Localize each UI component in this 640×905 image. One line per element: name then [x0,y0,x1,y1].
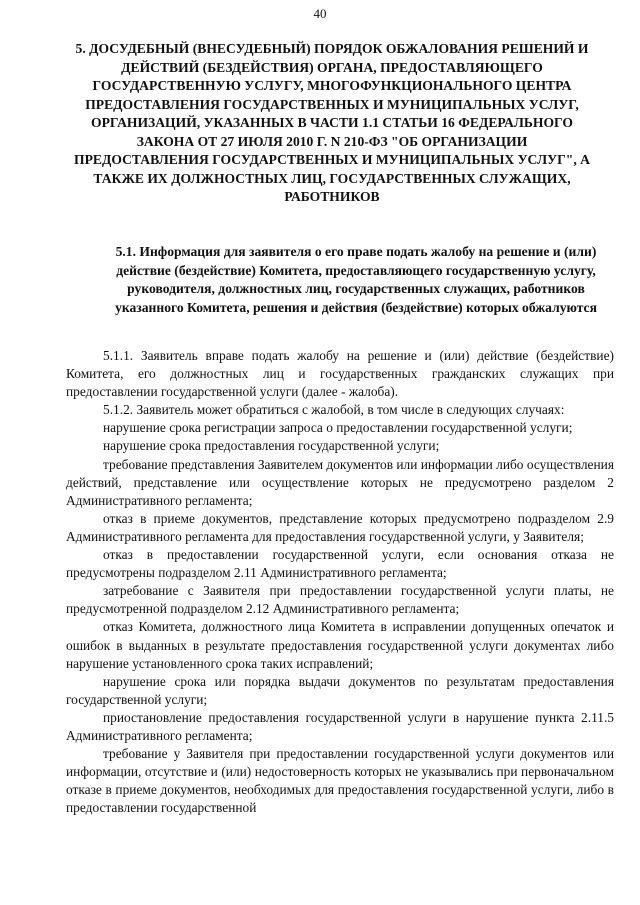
list-item: отказ Комитета, должностного лица Комитета в исправлении допущенных опечаток и ошибок в выданных в результате предоставления государственной услуги документах либо нарушение установленного срока таких исправлений; [66,619,614,671]
list-item: требование представления Заявителем документов или информации либо осуществления действий, представление или осуществление которых не предусмотрено разделом 2 Административного регламента; [66,456,614,508]
list-item: нарушение срока или порядка выдачи документов по результатам предоставления государственной услуги; [66,673,614,707]
page-number: 40 [313,6,327,21]
list-item: отказ в предоставлении государственной услуги, если основания отказа не предусмотрены подразделом 2.11 Административного регламента; [66,547,614,581]
body-text [66,347,614,817]
list-item: затребование с Заявителя при предоставлении государственной услуги платы, не предусмотренной подразделом 2.12 Административного регламента; [66,583,614,617]
subsection-title: 5.1. Информация для заявителя о его праве подать жалобу на решение и (или) действие (бездействие) Комитета, предоставляющего государственную услугу, руководителя, должностных лиц, государственных служащих, работников указанного Комитета, решения и действия (бездействие) которых обжалуются [115,244,597,315]
list-item: требование у Заявителя при предоставлении государственной услуги документов или информации, отсутствие и (или) недостоверность которых не указывались при первоначальном отказе в приеме документов, необходимых для предоставления государственной услуги, либо в предоставлении государственной [66,746,614,816]
list-item: приостановление предоставления государственной услуги в нарушение пункта 2.11.5 Административного регламента; [66,709,614,743]
section-title: 5. ДОСУДЕБНЫЙ (ВНЕСУДЕБНЫЙ) ПОРЯДОК ОБЖАЛОВАНИЯ РЕШЕНИЙ И ДЕЙСТВИЙ (БЕЗДЕЙСТВИЯ) ОРГАНА, ПРЕДОСТАВЛЯЮЩЕГО ГОСУДАРСТВЕННУЮ УСЛУГУ, МНОГОФУНКЦИОНАЛЬНОГО ЦЕНТРА ПРЕДОСТАВЛЕНИЯ ГОСУДАРСТВЕННЫХ И МУНИЦИПАЛЬНЫХ УСЛУГ, ОРГАНИЗАЦИЙ, УКАЗАННЫХ В ЧАСТИ 1.1 СТАТЬИ 16 ФЕДЕРАЛЬНОГО ЗАКОНА ОТ 27 ИЮЛЯ 2010 Г. N 210-ФЗ "ОБ ОРГАНИЗАЦИИ ПРЕДОСТАВЛЕНИЯ ГОСУДАРСТВЕННЫХ И МУНИЦИПАЛЬНЫХ УСЛУГ", А ТАКЖЕ ИХ ДОЛЖНОСТНЫХ ЛИЦ, ГОСУДАРСТВЕННЫХ СЛУЖАЩИХ, РАБОТНИКОВ [74,41,590,204]
list-item: нарушение срока предоставления государственной услуги; [103,438,440,454]
list-item: отказ в приеме документов, представление которых предусмотрено подразделом 2.9 Административного регламента для предоставления государственной услуги, у Заявителя; [66,510,614,544]
list-item: нарушение срока регистрации запроса о предоставлении государственной услуги; [103,420,573,436]
paragraph-5-1-1: 5.1.1. Заявитель вправе подать жалобу на решение и (или) действие (бездействие) Комитета, его должностных лиц и государственных гражданских служащих при предоставлении государственной услуги (далее - жалоба). [66,348,614,400]
paragraph-5-1-2: 5.1.2. Заявитель может обратиться с жалобой, в том числе в следующих случаях: [103,402,565,418]
